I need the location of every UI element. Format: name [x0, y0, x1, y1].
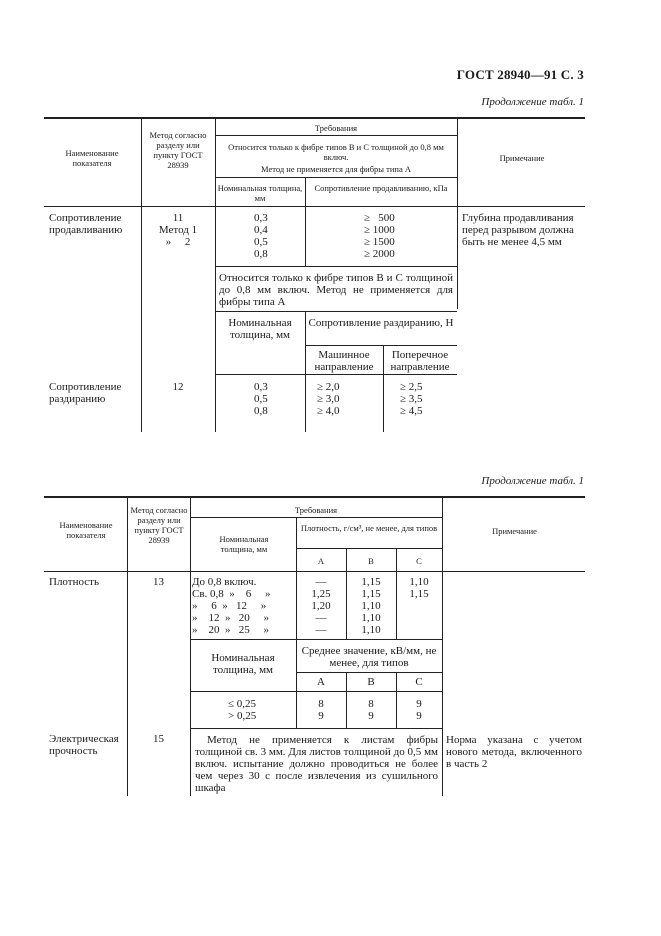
row-density-thicknesses-line: » 6 » 12 » — [192, 600, 267, 612]
row-burst-note: Глубина продавливания перед разрывом должна быть не менее 4,5 мм — [462, 212, 574, 248]
row-tear-machine-values-line: ≥ 2,0 — [317, 381, 340, 393]
row-electric-name: Электрическая прочность — [49, 733, 119, 757]
row-electric-type-b-values — [346, 698, 396, 722]
row-density-type-c-values-line — [396, 600, 442, 612]
row-tear-cross-values-line: ≥ 4,5 — [400, 405, 423, 417]
row-density-thicknesses-line: До 0,8 включ. — [192, 576, 257, 588]
table-continuation-label: Продолжение табл. 1 — [481, 96, 584, 108]
row-density-type-a-values — [296, 576, 346, 636]
row-electric-thicknesses — [228, 698, 288, 722]
column-header-thickness: Номинальная толщина, мм — [217, 183, 303, 203]
row-density-type-b-values-line: 1,15 — [361, 576, 381, 588]
column-header-thickness-2: Номинальная толщина, мм — [219, 534, 269, 554]
row-electric-type-c-header: С — [415, 676, 423, 688]
row-electric-thicknesses-line: ≤ 0,25 — [228, 698, 257, 710]
row-electric-note: Норма указана с учетом нового метода, включенного в часть 2 — [446, 734, 582, 770]
row-density-type-a-values-line: — — [315, 576, 327, 588]
column-header-note-2: Примечание — [492, 526, 537, 536]
row-density-type-c-values — [396, 576, 442, 636]
row-density-type-c-values-line — [396, 612, 442, 624]
row-electric-type-c-values — [396, 698, 442, 722]
row-electric-type-b-values-line: 8 — [368, 698, 374, 710]
row-density-thicknesses-line: » 20 » 25 » — [192, 624, 269, 636]
row-density-method: 13 — [153, 576, 164, 588]
column-header-density: Плотность, г/см³, не менее, для типов — [300, 523, 438, 533]
row-tear-thickness-header: Номинальная толщина, мм — [228, 317, 292, 341]
row-electric-type-b-header: В — [367, 676, 375, 688]
row-burst-thicknesses — [254, 212, 304, 260]
row-burst-name: Сопротивление продавливанию — [49, 212, 123, 236]
row-burst-values-line: ≥ 500 — [364, 212, 395, 224]
row-electric-type-a-values-line: 9 — [318, 710, 324, 722]
row-tear-thicknesses-line: 0,8 — [254, 405, 268, 417]
row-tear-machine-values-line: ≥ 3,0 — [317, 393, 340, 405]
row-burst-thicknesses-line: 0,5 — [254, 236, 268, 248]
row-electric-thickness-header: Номинальная толщина, мм — [211, 652, 275, 676]
row-tear-cross-header: Поперечное направление — [390, 349, 450, 373]
row-electric-type-c-values-line: 9 — [416, 710, 422, 722]
row-tear-machine-values — [317, 381, 377, 417]
header-applies-note: Относится только к фибре типов В и С толщиной до 0,8 мм включ. — [228, 142, 444, 162]
header-not-applies-note: Метод не применяется для фибры типа А — [261, 164, 411, 174]
row-tear-machine-values-line: ≥ 4,0 — [317, 405, 340, 417]
row-burst-method-line: Метод 1 — [158, 224, 198, 236]
row-tear-machine-header: Машинное направление — [314, 349, 374, 373]
column-header-requirements: Требования — [314, 123, 358, 133]
row-electric-remark: Метод не применяется к листам фибры толщиной св. 3 мм. Для листов толщиной до 0,5 мм включ. испытание должно проводиться не более чем через 30 с после извлечения из сушильного шкафа — [195, 734, 438, 794]
row-density-type-a-values-line: — — [315, 612, 327, 624]
row-burst-method — [141, 212, 215, 248]
column-header-type-c: С — [416, 556, 422, 566]
row-electric-type-a-header: А — [317, 676, 325, 688]
row-density-type-b-values — [346, 576, 396, 636]
row-density-type-b-values-line: 1,10 — [361, 612, 381, 624]
row-burst-thicknesses-line: 0,4 — [254, 224, 268, 236]
row-density-type-a-values-line: — — [315, 624, 327, 636]
row-burst-method-line: » 2 — [165, 236, 191, 248]
row-tear-cross-values — [400, 381, 450, 417]
document-code: ГОСТ 28940—91 С. 3 — [456, 67, 584, 82]
row-electric-avg-header: Среднее значение, кВ/мм, не менее, для типов — [301, 645, 437, 669]
column-header-method: Метод согласно разделу или пункту ГОСТ 28939 — [149, 130, 207, 170]
row-density-type-b-values-line: 1,10 — [361, 624, 381, 636]
row-electric-type-a-values-line: 8 — [318, 698, 324, 710]
column-header-name: Наименование показателя — [65, 148, 119, 168]
row-tear-thicknesses — [254, 381, 304, 417]
row-tear-cross-values-line: ≥ 3,5 — [400, 393, 423, 405]
row-tear-cross-values-line: ≥ 2,5 — [400, 381, 423, 393]
row-density-type-a-values-line: 1,20 — [311, 600, 331, 612]
row-tear-name: Сопротивление раздиранию — [49, 381, 122, 405]
row-burst-values-line: ≥ 2000 — [364, 248, 395, 260]
row-density-type-b-values-line: 1,15 — [361, 588, 381, 600]
row-density-thicknesses-line: » 12 » 20 » — [192, 612, 269, 624]
column-header-note: Примечание — [499, 153, 545, 163]
row-density-type-b-values-line: 1,10 — [361, 600, 381, 612]
row-tear-header: Сопротивление раздиранию, Н — [308, 317, 454, 329]
row-burst-values-line: ≥ 1000 — [364, 224, 395, 236]
row-burst-thicknesses-line: 0,3 — [254, 212, 268, 224]
row-burst-method-line: 11 — [172, 212, 184, 224]
row-electric-method: 15 — [153, 733, 164, 745]
column-header-type-a: А — [317, 556, 325, 566]
row-tear-thicknesses-line: 0,3 — [254, 381, 268, 393]
row-electric-type-a-values — [296, 698, 346, 722]
column-header-burst: Сопротивление продавливанию, кПа — [314, 183, 448, 193]
column-header-name-2: Наименование показателя — [59, 520, 113, 540]
column-header-type-b: В — [368, 556, 374, 566]
row-density-type-c-values-line: 1,10 — [409, 576, 429, 588]
row-density-thicknesses-line: Св. 0,8 » 6 » — [192, 588, 271, 600]
row-burst-values-line: ≥ 1500 — [364, 236, 395, 248]
row-density-type-c-values-line: 1,15 — [409, 588, 429, 600]
row-burst-values — [364, 212, 424, 260]
row-density-type-a-values-line: 1,25 — [311, 588, 331, 600]
row-tear-applies-note: Относится только к фибре типов В и С толщиной до 0,8 мм включ. Метод не применяется для фибры типа А — [219, 272, 453, 308]
row-electric-type-b-values-line: 9 — [368, 710, 374, 722]
table-continuation-label-2: Продолжение табл. 1 — [481, 475, 584, 487]
row-burst-thicknesses-line: 0,8 — [254, 248, 268, 260]
column-header-method-2: Метод согласно разделу или пункту ГОСТ 28939 — [130, 505, 188, 545]
row-electric-type-c-values-line: 9 — [416, 698, 422, 710]
row-tear-thicknesses-line: 0,5 — [254, 393, 268, 405]
row-density-thicknesses — [192, 576, 294, 636]
row-density-type-c-values-line — [396, 624, 442, 636]
row-density-name: Плотность — [49, 576, 99, 588]
row-electric-thicknesses-line: > 0,25 — [228, 710, 257, 722]
row-tear-method: 12 — [172, 381, 184, 393]
column-header-requirements-2: Требования — [294, 505, 338, 515]
